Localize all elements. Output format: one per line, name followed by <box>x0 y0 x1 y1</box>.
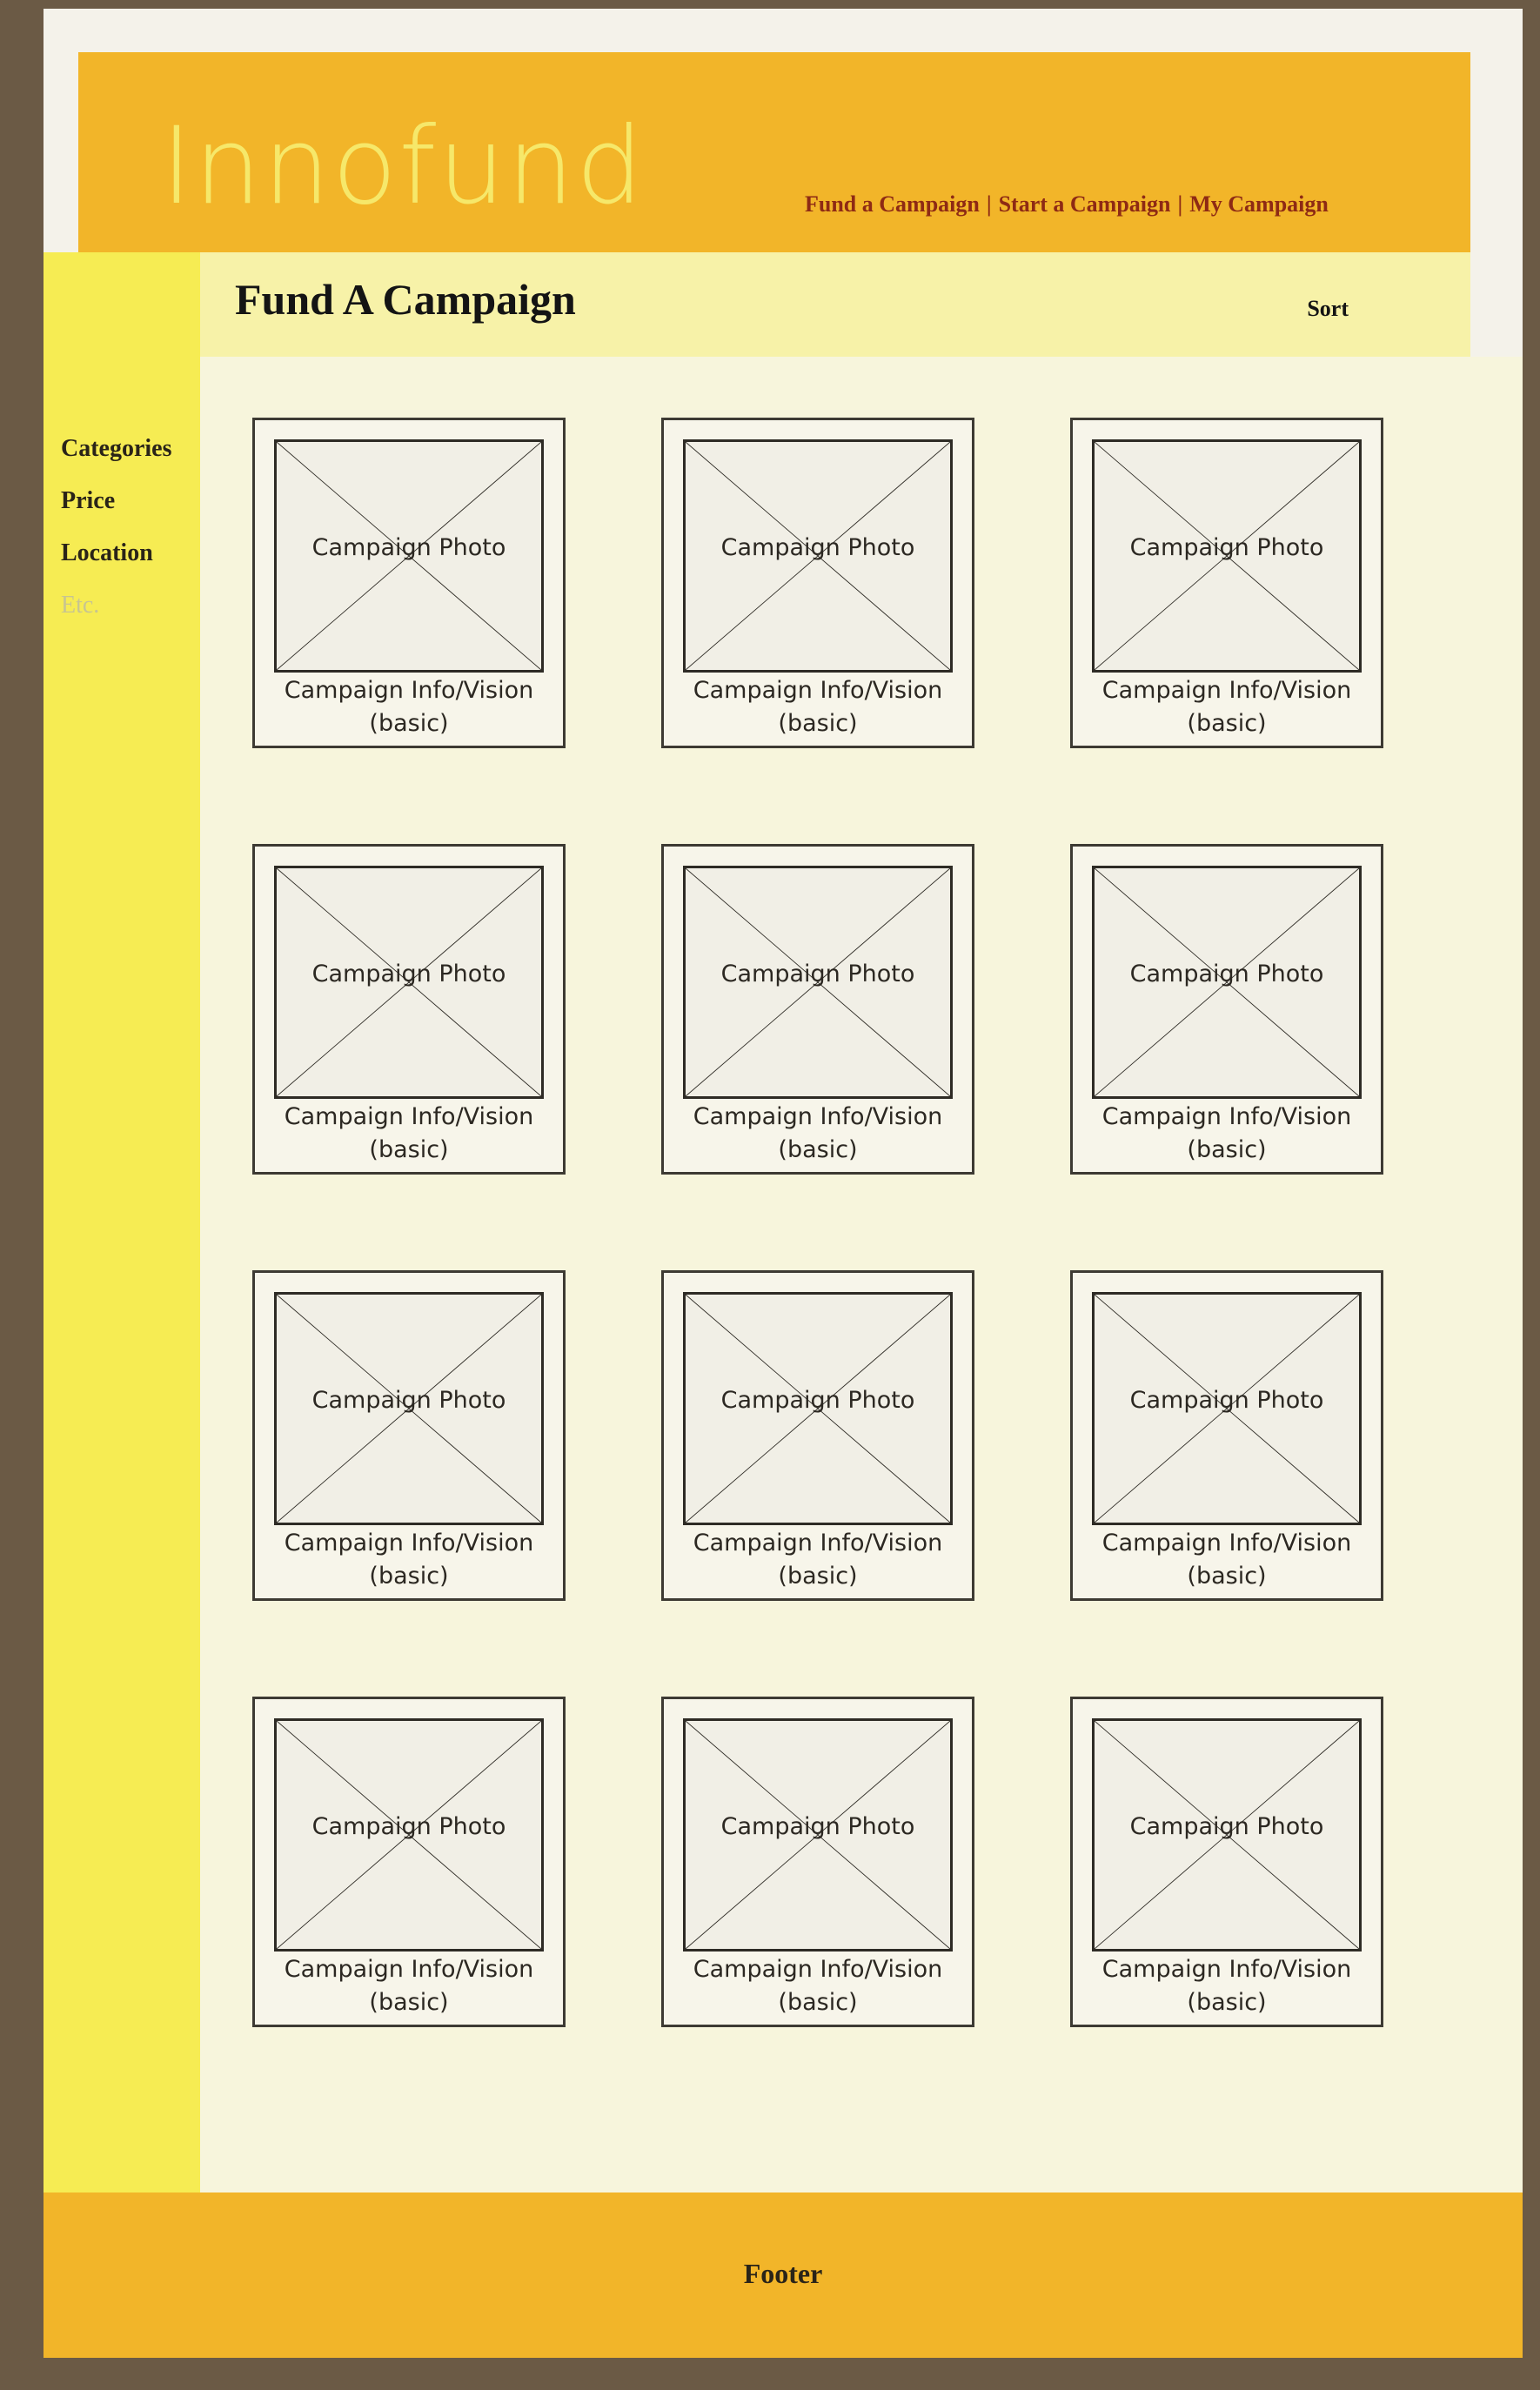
campaign-card[interactable] <box>661 418 974 748</box>
campaign-photo-label: Campaign Photo <box>720 534 915 561</box>
sidebar-item-categories[interactable]: Categories <box>61 435 172 462</box>
sort-button[interactable]: Sort <box>1307 296 1349 321</box>
campaign-info-sub: (basic) <box>1187 1136 1267 1163</box>
nav-divider: | <box>986 191 992 217</box>
campaign-photo-placeholder <box>274 1292 544 1525</box>
campaign-photo-label: Campaign Photo <box>1129 961 1324 987</box>
campaign-photo-label: Campaign Photo <box>1129 1813 1324 1840</box>
campaign-info-label: Campaign Info/Vision <box>1101 677 1352 704</box>
sidebar <box>44 252 200 2193</box>
header <box>78 52 1470 252</box>
nav-divider: | <box>1177 191 1183 217</box>
campaign-info-sub: (basic) <box>778 710 858 737</box>
campaign-info <box>664 674 972 740</box>
campaign-grid <box>252 418 1383 2027</box>
campaign-info <box>255 1101 563 1167</box>
campaign-info-label: Campaign Info/Vision <box>284 1103 534 1130</box>
sidebar-item-etc[interactable]: Etc. <box>61 592 100 619</box>
campaign-photo-label: Campaign Photo <box>311 1813 506 1840</box>
campaign-photo-placeholder <box>1092 1292 1362 1525</box>
campaign-photo-placeholder <box>274 1718 544 1951</box>
campaign-card[interactable] <box>252 1697 566 2027</box>
campaign-info-sub: (basic) <box>1187 710 1267 737</box>
campaign-photo-placeholder <box>1092 439 1362 673</box>
campaign-info-label: Campaign Info/Vision <box>693 677 943 704</box>
campaign-grid-area <box>200 357 1523 2193</box>
campaign-info-sub: (basic) <box>369 710 449 737</box>
sidebar-filter-list <box>61 435 172 644</box>
campaign-photo-placeholder <box>1092 866 1362 1099</box>
campaign-photo-placeholder <box>683 439 953 673</box>
campaign-card[interactable] <box>661 844 974 1175</box>
campaign-info-label: Campaign Info/Vision <box>693 1103 943 1130</box>
campaign-info-sub: (basic) <box>778 1136 858 1163</box>
campaign-info <box>255 1527 563 1593</box>
campaign-photo-placeholder <box>274 439 544 673</box>
nav-my-campaign[interactable]: My Campaign <box>1189 191 1329 217</box>
campaign-photo-label: Campaign Photo <box>720 1813 915 1840</box>
footer <box>44 2193 1523 2358</box>
campaign-info-label: Campaign Info/Vision <box>284 1530 534 1557</box>
campaign-card[interactable] <box>252 844 566 1175</box>
campaign-info-label: Campaign Info/Vision <box>1101 1103 1352 1130</box>
campaign-info-sub: (basic) <box>778 1563 858 1590</box>
campaign-info <box>1073 1101 1381 1167</box>
campaign-card[interactable] <box>661 1697 974 2027</box>
campaign-info <box>664 1527 972 1593</box>
nav-fund-a-campaign[interactable]: Fund a Campaign <box>805 191 980 217</box>
campaign-photo-placeholder <box>274 866 544 1099</box>
top-nav <box>805 191 1329 218</box>
campaign-photo-label: Campaign Photo <box>1129 534 1324 561</box>
page-title: Fund A Campaign <box>235 275 576 324</box>
campaign-photo-label: Campaign Photo <box>311 534 506 561</box>
campaign-info <box>1073 1527 1381 1593</box>
campaign-info <box>255 674 563 740</box>
campaign-info-label: Campaign Info/Vision <box>1101 1530 1352 1557</box>
campaign-card[interactable] <box>1070 1697 1383 2027</box>
campaign-card[interactable] <box>252 418 566 748</box>
campaign-info <box>1073 1953 1381 2019</box>
campaign-info <box>664 1101 972 1167</box>
campaign-photo-label: Campaign Photo <box>311 961 506 987</box>
logo[interactable]: Innofund <box>161 104 646 228</box>
wireframe-page <box>44 9 1523 2358</box>
title-bar <box>200 252 1470 357</box>
campaign-info-label: Campaign Info/Vision <box>284 677 534 704</box>
campaign-info-sub: (basic) <box>1187 1989 1267 2016</box>
campaign-info-sub: (basic) <box>369 1136 449 1163</box>
nav-start-a-campaign[interactable]: Start a Campaign <box>998 191 1171 217</box>
campaign-photo-placeholder <box>683 1292 953 1525</box>
campaign-info <box>255 1953 563 2019</box>
campaign-photo-label: Campaign Photo <box>311 1387 506 1414</box>
campaign-card[interactable] <box>1070 844 1383 1175</box>
campaign-card[interactable] <box>661 1270 974 1601</box>
campaign-photo-placeholder <box>683 866 953 1099</box>
campaign-info-label: Campaign Info/Vision <box>693 1956 943 1983</box>
campaign-photo-placeholder <box>1092 1718 1362 1951</box>
campaign-photo-label: Campaign Photo <box>720 1387 915 1414</box>
campaign-info-sub: (basic) <box>369 1563 449 1590</box>
campaign-info-label: Campaign Info/Vision <box>693 1530 943 1557</box>
campaign-card[interactable] <box>1070 418 1383 748</box>
campaign-info <box>664 1953 972 2019</box>
sidebar-item-location[interactable]: Location <box>61 539 153 566</box>
campaign-info <box>1073 674 1381 740</box>
campaign-photo-label: Campaign Photo <box>720 961 915 987</box>
footer-label: Footer <box>743 2258 823 2289</box>
campaign-info-sub: (basic) <box>369 1989 449 2016</box>
campaign-card[interactable] <box>252 1270 566 1601</box>
campaign-info-label: Campaign Info/Vision <box>1101 1956 1352 1983</box>
campaign-card[interactable] <box>1070 1270 1383 1601</box>
campaign-info-sub: (basic) <box>1187 1563 1267 1590</box>
campaign-info-sub: (basic) <box>778 1989 858 2016</box>
campaign-photo-placeholder <box>683 1718 953 1951</box>
campaign-photo-label: Campaign Photo <box>1129 1387 1324 1414</box>
sidebar-item-price[interactable]: Price <box>61 487 116 514</box>
campaign-info-label: Campaign Info/Vision <box>284 1956 534 1983</box>
